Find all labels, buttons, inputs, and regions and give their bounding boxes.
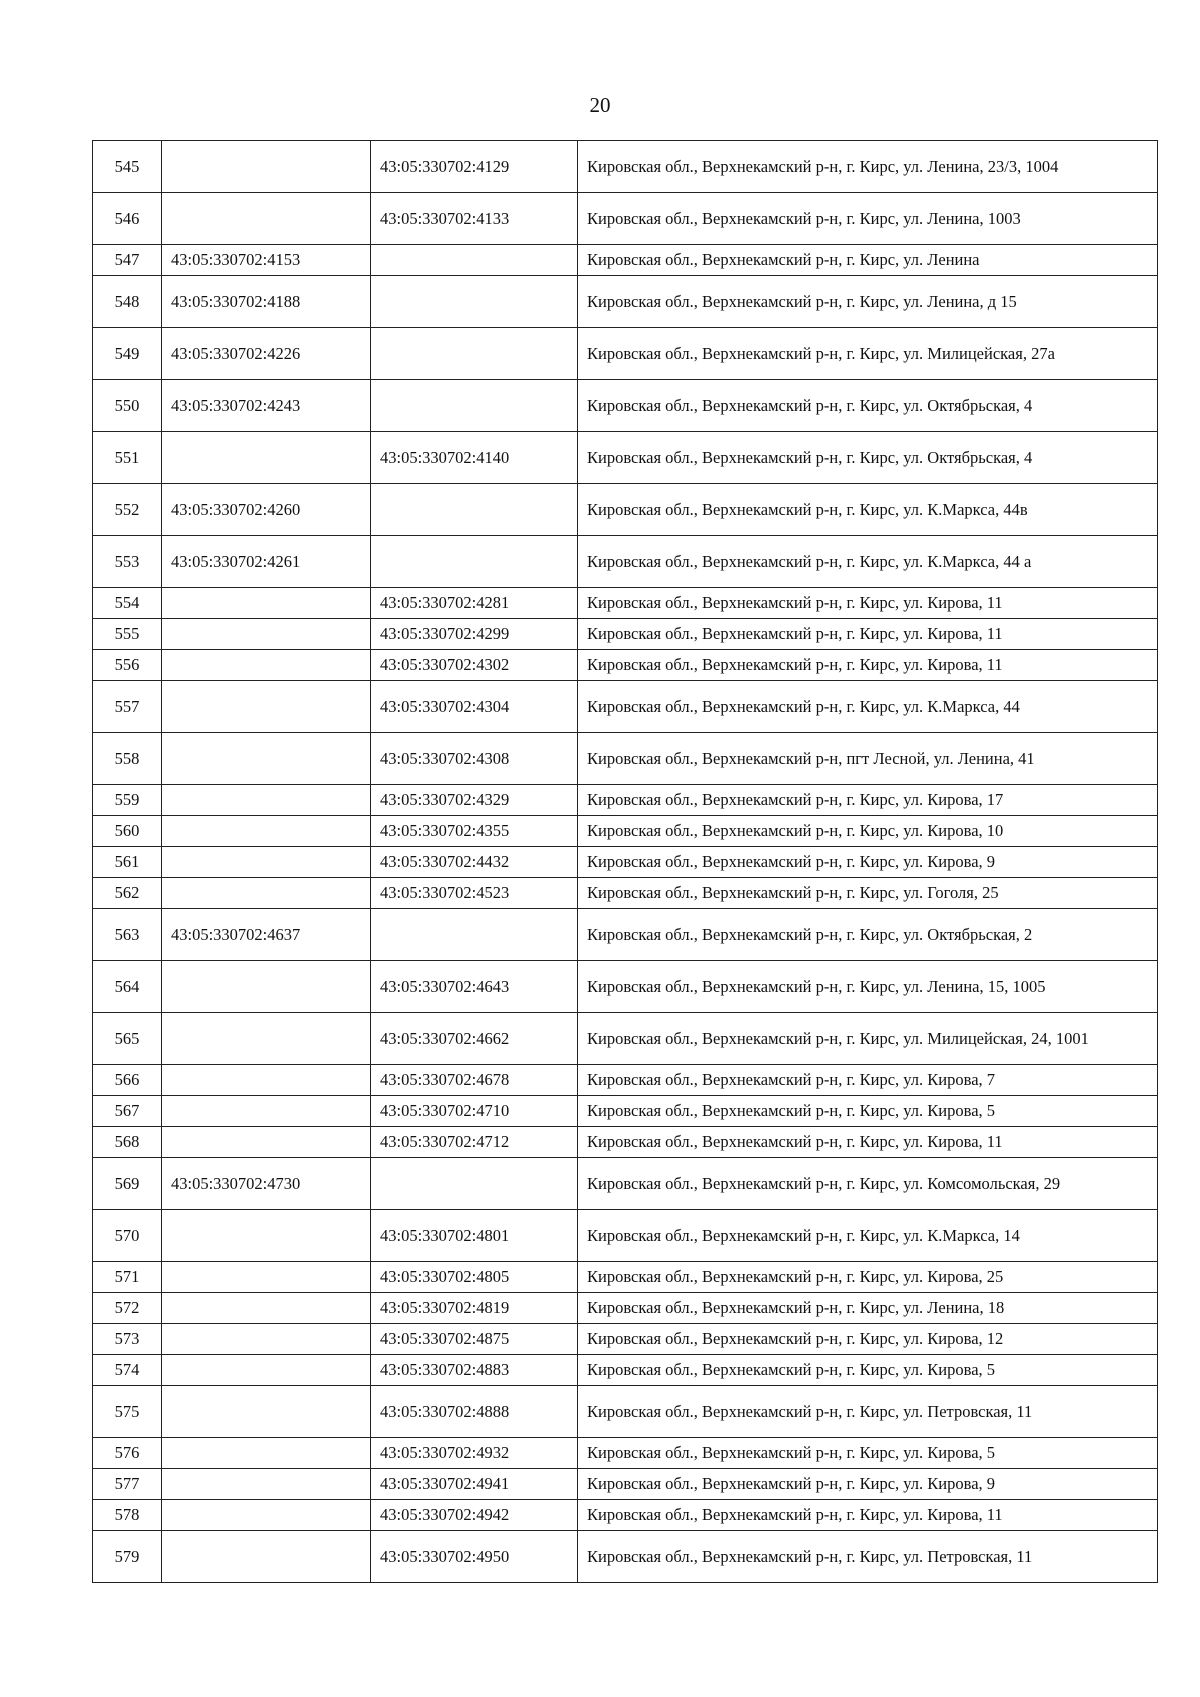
row-number: 575 <box>93 1386 162 1438</box>
cadastral-number-a <box>162 1324 371 1355</box>
cadastral-number-a <box>162 1531 371 1583</box>
row-number: 549 <box>93 328 162 380</box>
row-number: 569 <box>93 1158 162 1210</box>
table-row <box>93 245 1158 276</box>
row-number: 553 <box>93 536 162 588</box>
row-number: 570 <box>93 1210 162 1262</box>
table-row <box>93 1210 1158 1262</box>
table-row <box>93 1096 1158 1127</box>
cadastral-number-a: 43:05:330702:4153 <box>162 245 371 276</box>
cadastral-number-b: 43:05:330702:4302 <box>371 650 578 681</box>
cadastral-number-b: 43:05:330702:4140 <box>371 432 578 484</box>
table-row <box>93 484 1158 536</box>
cadastral-number-a <box>162 1500 371 1531</box>
table-row <box>93 785 1158 816</box>
cadastral-number-b: 43:05:330702:4678 <box>371 1065 578 1096</box>
cadastral-number-b: 43:05:330702:4281 <box>371 588 578 619</box>
row-number: 551 <box>93 432 162 484</box>
table-row <box>93 1065 1158 1096</box>
row-number: 567 <box>93 1096 162 1127</box>
row-number: 562 <box>93 878 162 909</box>
cadastral-number-b: 43:05:330702:4819 <box>371 1293 578 1324</box>
address: Кировская обл., Верхнекамский р-н, г. Кирс, ул. Ленина, д 15 <box>578 276 1158 328</box>
cadastral-number-b: 43:05:330702:4355 <box>371 816 578 847</box>
row-number: 579 <box>93 1531 162 1583</box>
address: Кировская обл., Верхнекамский р-н, г. Кирс, ул. Кирова, 9 <box>578 847 1158 878</box>
cadastral-number-a <box>162 878 371 909</box>
cadastral-number-a <box>162 1127 371 1158</box>
address: Кировская обл., Верхнекамский р-н, г. Кирс, ул. Петровская, 11 <box>578 1531 1158 1583</box>
address: Кировская обл., Верхнекамский р-н, г. Кирс, ул. Кирова, 5 <box>578 1355 1158 1386</box>
table-row <box>93 733 1158 785</box>
table-row <box>93 588 1158 619</box>
cadastral-number-a <box>162 1013 371 1065</box>
address: Кировская обл., Верхнекамский р-н, г. Кирс, ул. Петровская, 11 <box>578 1386 1158 1438</box>
table-row <box>93 1262 1158 1293</box>
cadastral-number-b: 43:05:330702:4710 <box>371 1096 578 1127</box>
address: Кировская обл., Верхнекамский р-н, г. Кирс, ул. Гоголя, 25 <box>578 878 1158 909</box>
table-row <box>93 1386 1158 1438</box>
cadastral-number-a: 43:05:330702:4188 <box>162 276 371 328</box>
address: Кировская обл., Верхнекамский р-н, г. Кирс, ул. Ленина, 1003 <box>578 193 1158 245</box>
cadastral-number-a <box>162 1469 371 1500</box>
address: Кировская обл., Верхнекамский р-н, г. Кирс, ул. Ленина, 23/3, 1004 <box>578 141 1158 193</box>
row-number: 555 <box>93 619 162 650</box>
cadastral-number-a <box>162 733 371 785</box>
address: Кировская обл., Верхнекамский р-н, г. Кирс, ул. Кирова, 11 <box>578 650 1158 681</box>
cadastral-number-b <box>371 276 578 328</box>
row-number: 552 <box>93 484 162 536</box>
row-number: 558 <box>93 733 162 785</box>
cadastral-number-b <box>371 380 578 432</box>
address: Кировская обл., Верхнекамский р-н, г. Кирс, ул. Кирова, 11 <box>578 1500 1158 1531</box>
cadastral-number-a <box>162 1262 371 1293</box>
cadastral-number-b: 43:05:330702:4888 <box>371 1386 578 1438</box>
cadastral-number-b <box>371 484 578 536</box>
address: Кировская обл., Верхнекамский р-н, г. Кирс, ул. Милицейская, 24, 1001 <box>578 1013 1158 1065</box>
address: Кировская обл., Верхнекамский р-н, г. Кирс, ул. К.Маркса, 44в <box>578 484 1158 536</box>
row-number: 560 <box>93 816 162 847</box>
cadastral-number-a <box>162 1355 371 1386</box>
row-number: 550 <box>93 380 162 432</box>
address: Кировская обл., Верхнекамский р-н, г. Кирс, ул. Кирова, 17 <box>578 785 1158 816</box>
address: Кировская обл., Верхнекамский р-н, г. Кирс, ул. Кирова, 11 <box>578 619 1158 650</box>
address: Кировская обл., Верхнекамский р-н, г. Кирс, ул. Октябрьская, 4 <box>578 432 1158 484</box>
cadastral-number-b: 43:05:330702:4329 <box>371 785 578 816</box>
cadastral-number-a <box>162 847 371 878</box>
row-number: 545 <box>93 141 162 193</box>
cadastral-number-a <box>162 1293 371 1324</box>
cadastral-number-a <box>162 432 371 484</box>
table-row <box>93 1355 1158 1386</box>
cadastral-number-b: 43:05:330702:4304 <box>371 681 578 733</box>
table-row <box>93 141 1158 193</box>
cadastral-number-b: 43:05:330702:4942 <box>371 1500 578 1531</box>
row-number: 563 <box>93 909 162 961</box>
row-number: 576 <box>93 1438 162 1469</box>
row-number: 565 <box>93 1013 162 1065</box>
row-number: 546 <box>93 193 162 245</box>
row-number: 577 <box>93 1469 162 1500</box>
address: Кировская обл., Верхнекамский р-н, г. Кирс, ул. Кирова, 11 <box>578 588 1158 619</box>
row-number: 557 <box>93 681 162 733</box>
cadastral-number-a <box>162 961 371 1013</box>
address: Кировская обл., Верхнекамский р-н, г. Кирс, ул. Октябрьская, 2 <box>578 909 1158 961</box>
address: Кировская обл., Верхнекамский р-н, г. Кирс, ул. Кирова, 25 <box>578 1262 1158 1293</box>
cadastral-number-b: 43:05:330702:4133 <box>371 193 578 245</box>
row-number: 561 <box>93 847 162 878</box>
table-row <box>93 1500 1158 1531</box>
cadastral-number-a <box>162 588 371 619</box>
cadastral-number-b: 43:05:330702:4662 <box>371 1013 578 1065</box>
address: Кировская обл., Верхнекамский р-н, г. Кирс, ул. Кирова, 10 <box>578 816 1158 847</box>
cadastral-number-b: 43:05:330702:4883 <box>371 1355 578 1386</box>
cadastral-number-b: 43:05:330702:4299 <box>371 619 578 650</box>
row-number: 573 <box>93 1324 162 1355</box>
address: Кировская обл., Верхнекамский р-н, г. Кирс, ул. Кирова, 9 <box>578 1469 1158 1500</box>
table-row <box>93 1013 1158 1065</box>
cadastral-number-b: 43:05:330702:4801 <box>371 1210 578 1262</box>
cadastral-number-a: 43:05:330702:4243 <box>162 380 371 432</box>
cadastral-number-a <box>162 1386 371 1438</box>
cadastral-number-a <box>162 785 371 816</box>
row-number: 574 <box>93 1355 162 1386</box>
address: Кировская обл., Верхнекамский р-н, г. Кирс, ул. К.Маркса, 14 <box>578 1210 1158 1262</box>
cadastral-number-a <box>162 650 371 681</box>
address: Кировская обл., Верхнекамский р-н, г. Кирс, ул. Кирова, 5 <box>578 1438 1158 1469</box>
row-number: 556 <box>93 650 162 681</box>
cadastral-number-a <box>162 193 371 245</box>
table-row <box>93 1438 1158 1469</box>
row-number: 547 <box>93 245 162 276</box>
address: Кировская обл., Верхнекамский р-н, г. Кирс, ул. Милицейская, 27а <box>578 328 1158 380</box>
cadastral-number-b <box>371 328 578 380</box>
cadastral-number-b: 43:05:330702:4875 <box>371 1324 578 1355</box>
cadastral-number-a: 43:05:330702:4637 <box>162 909 371 961</box>
address: Кировская обл., Верхнекамский р-н, г. Кирс, ул. К.Маркса, 44 а <box>578 536 1158 588</box>
table-row <box>93 847 1158 878</box>
address: Кировская обл., Верхнекамский р-н, г. Кирс, ул. К.Маркса, 44 <box>578 681 1158 733</box>
cadastral-number-a <box>162 1438 371 1469</box>
cadastral-number-b: 43:05:330702:4129 <box>371 141 578 193</box>
table-row <box>93 193 1158 245</box>
row-number: 571 <box>93 1262 162 1293</box>
cadastral-number-b: 43:05:330702:4308 <box>371 733 578 785</box>
cadastral-number-b: 43:05:330702:4805 <box>371 1262 578 1293</box>
row-number: 564 <box>93 961 162 1013</box>
cadastral-number-b: 43:05:330702:4941 <box>371 1469 578 1500</box>
address: Кировская обл., Верхнекамский р-н, г. Кирс, ул. Ленина <box>578 245 1158 276</box>
table-row <box>93 1127 1158 1158</box>
cadastral-number-b: 43:05:330702:4932 <box>371 1438 578 1469</box>
row-number: 566 <box>93 1065 162 1096</box>
cadastral-number-b: 43:05:330702:4643 <box>371 961 578 1013</box>
row-number: 568 <box>93 1127 162 1158</box>
cadastral-number-a <box>162 681 371 733</box>
table-row <box>93 328 1158 380</box>
cadastral-number-b <box>371 245 578 276</box>
address: Кировская обл., Верхнекамский р-н, пгт Лесной, ул. Ленина, 41 <box>578 733 1158 785</box>
cadastral-number-a <box>162 1096 371 1127</box>
cadastral-number-a <box>162 816 371 847</box>
table-row <box>93 1158 1158 1210</box>
address: Кировская обл., Верхнекамский р-н, г. Кирс, ул. Кирова, 12 <box>578 1324 1158 1355</box>
row-number: 559 <box>93 785 162 816</box>
table-row <box>93 1531 1158 1583</box>
address: Кировская обл., Верхнекамский р-н, г. Кирс, ул. Кирова, 7 <box>578 1065 1158 1096</box>
address: Кировская обл., Верхнекамский р-н, г. Кирс, ул. Кирова, 11 <box>578 1127 1158 1158</box>
cadastral-number-b: 43:05:330702:4712 <box>371 1127 578 1158</box>
cadastral-number-a <box>162 141 371 193</box>
cadastral-number-a: 43:05:330702:4261 <box>162 536 371 588</box>
registry-table-body <box>93 141 1158 1583</box>
row-number: 572 <box>93 1293 162 1324</box>
registry-table <box>92 140 1158 1583</box>
cadastral-number-a <box>162 619 371 650</box>
cadastral-number-a: 43:05:330702:4730 <box>162 1158 371 1210</box>
cadastral-number-b <box>371 536 578 588</box>
table-row <box>93 276 1158 328</box>
row-number: 548 <box>93 276 162 328</box>
address: Кировская обл., Верхнекамский р-н, г. Кирс, ул. Комсомольская, 29 <box>578 1158 1158 1210</box>
address: Кировская обл., Верхнекамский р-н, г. Кирс, ул. Кирова, 5 <box>578 1096 1158 1127</box>
page-number: 20 <box>589 93 611 117</box>
table-row <box>93 1293 1158 1324</box>
address: Кировская обл., Верхнекамский р-н, г. Кирс, ул. Октябрьская, 4 <box>578 380 1158 432</box>
cadastral-number-b: 43:05:330702:4523 <box>371 878 578 909</box>
cadastral-number-b: 43:05:330702:4432 <box>371 847 578 878</box>
table-row <box>93 816 1158 847</box>
table-row <box>93 1469 1158 1500</box>
cadastral-number-a <box>162 1210 371 1262</box>
row-number: 578 <box>93 1500 162 1531</box>
address: Кировская обл., Верхнекамский р-н, г. Кирс, ул. Ленина, 15, 1005 <box>578 961 1158 1013</box>
address: Кировская обл., Верхнекамский р-н, г. Кирс, ул. Ленина, 18 <box>578 1293 1158 1324</box>
cadastral-number-b <box>371 909 578 961</box>
cadastral-number-b: 43:05:330702:4950 <box>371 1531 578 1583</box>
table-row <box>93 909 1158 961</box>
table-row <box>93 432 1158 484</box>
table-row <box>93 878 1158 909</box>
table-row <box>93 650 1158 681</box>
cadastral-number-b <box>371 1158 578 1210</box>
table-row <box>93 619 1158 650</box>
cadastral-number-a: 43:05:330702:4226 <box>162 328 371 380</box>
table-row <box>93 536 1158 588</box>
table-row <box>93 1324 1158 1355</box>
table-row <box>93 380 1158 432</box>
table-row <box>93 681 1158 733</box>
table-row <box>93 961 1158 1013</box>
cadastral-number-a: 43:05:330702:4260 <box>162 484 371 536</box>
row-number: 554 <box>93 588 162 619</box>
cadastral-number-a <box>162 1065 371 1096</box>
